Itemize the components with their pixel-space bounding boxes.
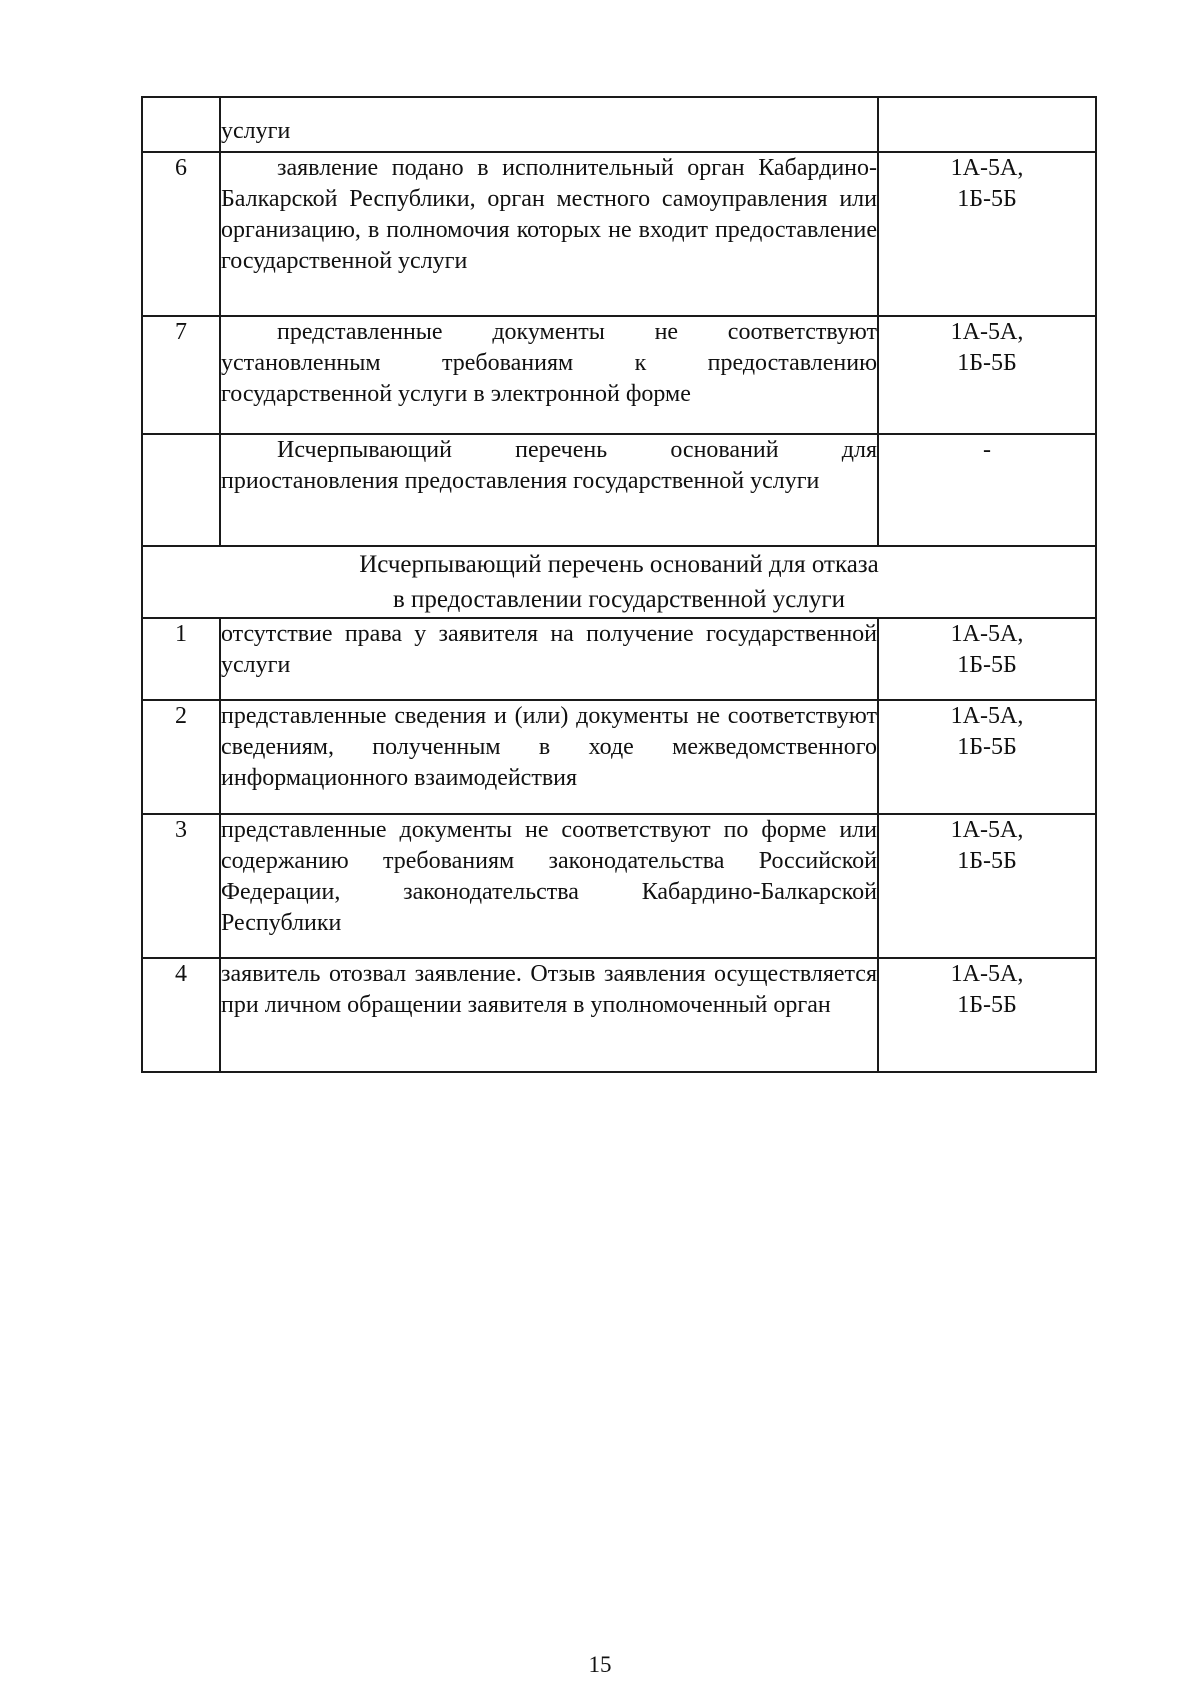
row-code-line-1: 1А-5А,	[950, 319, 1024, 345]
row-text: заявление подано в исполнительный орган Кабардино-Балкарской Республики, орган местного самоуправления или организацию, в полномочия которых не входит предоставление государственной услуги	[220, 152, 878, 316]
section-heading	[142, 546, 1096, 618]
row-code	[878, 316, 1096, 434]
table-row	[142, 618, 1096, 700]
row-code-line-1: 1А-5А,	[950, 621, 1024, 647]
row-text-cell: услуги	[220, 97, 878, 152]
row-text: представленные сведения и (или) документы не соответствуют сведениям, полученным в ходе межведомственного информационного взаимодействия	[220, 700, 878, 814]
section-heading-line-1: Исчерпывающий перечень оснований для отказа	[359, 551, 879, 578]
row-number: 7	[142, 316, 220, 434]
row-text: заявитель отозвал заявление. Отзыв заявления осуществляется при личном обращении заявителя в уполномоченный орган	[220, 958, 878, 1072]
row-number: 3	[142, 814, 220, 958]
row-code-line-1: 1А-5А,	[950, 155, 1024, 181]
row-code-line-2: 1Б-5Б	[957, 992, 1017, 1018]
row-code	[878, 700, 1096, 814]
table-row	[142, 700, 1096, 814]
row-text: Исчерпывающий перечень оснований для приостановления предоставления государственной услуги	[220, 434, 878, 546]
row-code-line-1: 1А-5А,	[950, 703, 1024, 729]
table-row	[142, 958, 1096, 1072]
row-text: представленные документы не соответствуют установленным требованиям к предоставлению государственной услуги в электронной форме	[220, 316, 878, 434]
row-code	[878, 814, 1096, 958]
row-code-line-2: 1Б-5Б	[957, 350, 1017, 376]
row-code-cell	[878, 97, 1096, 152]
row-number: 1	[142, 618, 220, 700]
table-row-continuation	[142, 97, 1096, 152]
row-number	[142, 434, 220, 546]
table-row	[142, 316, 1096, 434]
row-number: 2	[142, 700, 220, 814]
row-number: 6	[142, 152, 220, 316]
table-row	[142, 434, 1096, 546]
row-text: отсутствие права у заявителя на получение государственной услуги	[220, 618, 878, 700]
table-row	[142, 152, 1096, 316]
table-row	[142, 814, 1096, 958]
row-text: представленные документы не соответствуют по форме или содержанию требованиям законодательства Российской Федерации, законодательства Кабардино-Балкарской Республики	[220, 814, 878, 958]
row-code-line-1: 1А-5А,	[950, 961, 1024, 987]
section-heading-line-2: в предоставлении государственной услуги	[392, 586, 846, 613]
grounds-table	[141, 96, 1097, 1073]
row-code-line-2: 1Б-5Б	[957, 734, 1017, 760]
row-code-line-2: 1Б-5Б	[957, 848, 1017, 874]
section-heading-row	[142, 546, 1096, 618]
row-number-cell	[142, 97, 220, 152]
row-code	[878, 958, 1096, 1072]
page-number: 15	[588, 1652, 612, 1677]
row-code-line-2: 1Б-5Б	[957, 652, 1017, 678]
row-code-line-1: 1А-5А,	[950, 817, 1024, 843]
row-code	[878, 152, 1096, 316]
row-code	[878, 434, 1096, 546]
row-code-line-2: 1Б-5Б	[957, 186, 1017, 212]
row-code	[878, 618, 1096, 700]
row-number: 4	[142, 958, 220, 1072]
row-code-line-1: -	[983, 437, 991, 463]
